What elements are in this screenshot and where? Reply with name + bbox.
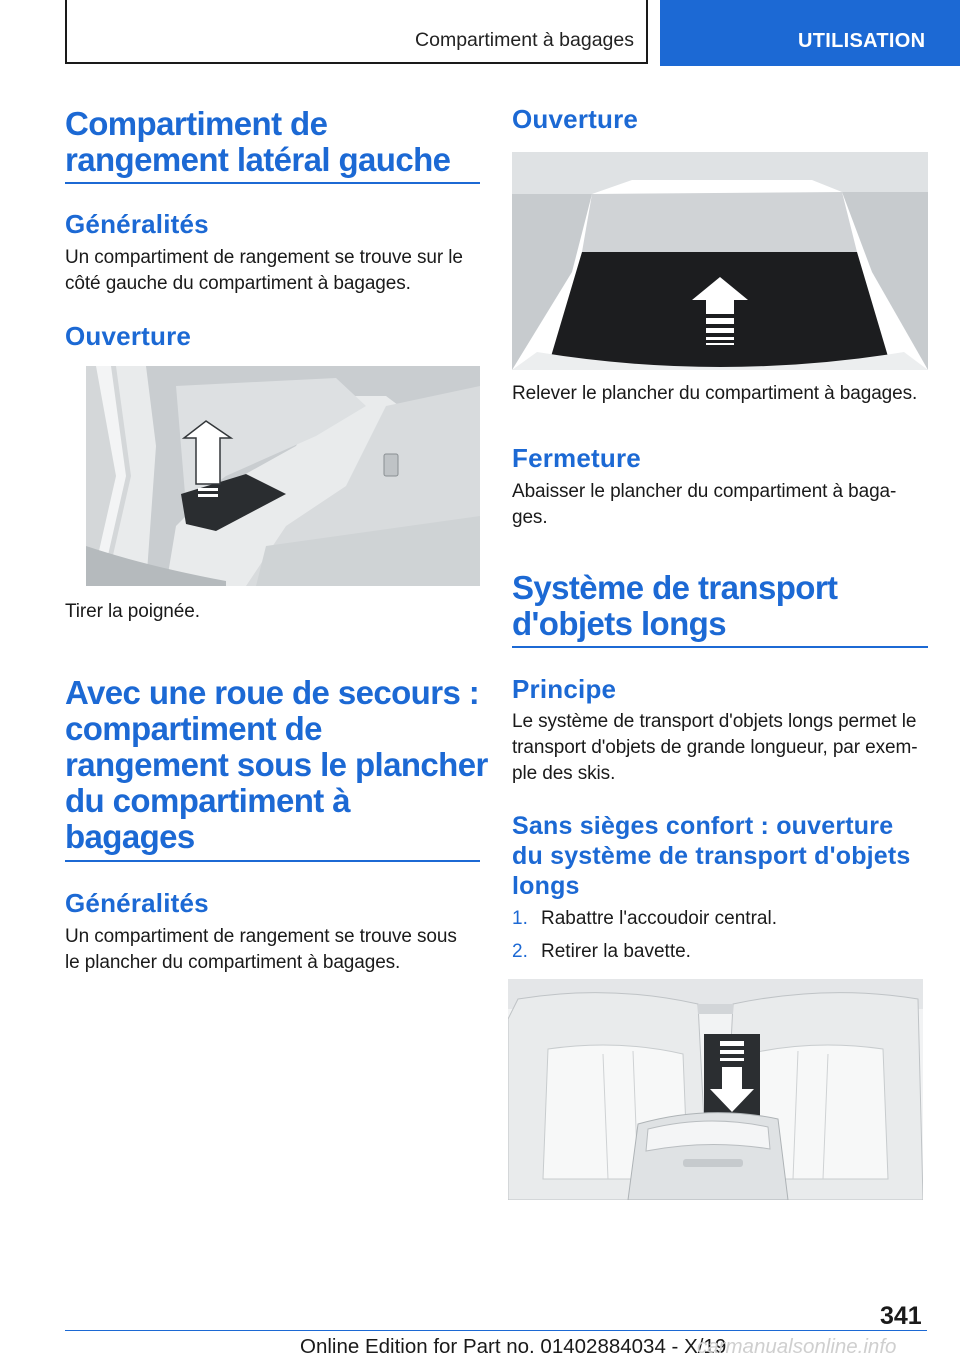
heading-line: du système de transport d'objets	[512, 842, 911, 870]
heading-line: Avec une roue de secours :	[65, 674, 480, 711]
heading-line: compartiment de	[65, 710, 322, 747]
text-line: ple des skis.	[512, 763, 616, 784]
heading-line: du compartiment à	[65, 782, 351, 819]
heading-line: Sans sièges confort : ouverture	[512, 812, 894, 840]
cargo-floor-illustration	[512, 152, 928, 370]
heading-line: rangement latéral gauche	[65, 141, 451, 178]
step-text: Rabattre l'accoudoir central.	[541, 908, 777, 929]
subheading-sans-sieges-confort	[512, 811, 911, 901]
heading-line: bagages	[65, 818, 195, 855]
caption-tirer-poignee: Tirer la poignée.	[65, 601, 200, 622]
caption-relever-plancher: Relever le plancher du compartiment à bagages.	[512, 383, 918, 404]
header-section-title: Compartiment à bagages	[415, 29, 634, 51]
heading-long-objects-system	[512, 570, 837, 642]
subheading-fermeture: Fermeture	[512, 443, 641, 473]
heading-rule	[65, 860, 480, 862]
text-line: Le système de transport d'objets longs permet le	[512, 711, 917, 732]
text-line: ges.	[512, 507, 548, 528]
subheading-ouverture-2: Ouverture	[512, 104, 639, 134]
heading-line: d'objets longs	[512, 605, 726, 642]
header-chapter-label: UTILISATION	[798, 30, 926, 52]
text-line: Abaisser le plancher du compartiment à baga‐	[512, 481, 897, 502]
step-number: 2.	[512, 941, 528, 962]
heading-rule	[65, 182, 480, 184]
heading-spare-wheel-compartment	[65, 675, 488, 855]
paragraph-generalites-1	[65, 245, 463, 297]
subheading-principe: Principe	[512, 674, 617, 704]
subheading-generalites-2: Généralités	[65, 888, 209, 918]
footer-rule	[65, 1330, 927, 1331]
paragraph-generalites-2	[65, 924, 457, 976]
text-line: Un compartiment de rangement se trouve sur le	[65, 247, 463, 268]
text-line: Un compartiment de rangement se trouve sous	[65, 926, 457, 947]
page-number: 341	[880, 1302, 922, 1330]
footer-edition-text: Online Edition for Part no. 01402884034 - X/19	[300, 1335, 727, 1358]
paragraph-fermeture	[512, 479, 896, 531]
step-text: Retirer la bavette.	[541, 941, 691, 962]
rear-seat-illustration	[508, 979, 923, 1200]
subheading-ouverture-1: Ouverture	[65, 321, 192, 351]
paragraph-principe	[512, 709, 917, 787]
heading-line: rangement sous le plancher	[65, 746, 488, 783]
subheading-generalites-1: Généralités	[65, 209, 209, 239]
footer-watermark: carmanualsonline.info	[697, 1335, 897, 1358]
heading-line: Compartiment de	[65, 105, 328, 142]
text-line: côté gauche du compartiment à bagages.	[65, 273, 411, 294]
heading-line: Système de transport	[512, 569, 838, 606]
heading-rule	[512, 646, 928, 648]
text-line: transport d'objets de grande longueur, par exem‐	[512, 737, 918, 758]
header-section-box	[65, 0, 648, 64]
heading-side-compartment	[65, 106, 450, 178]
heading-line: longs	[512, 872, 580, 900]
side-compartment-illustration	[86, 366, 480, 586]
header-chapter-tab	[660, 0, 960, 66]
step-number: 1.	[512, 908, 528, 929]
text-line: le plancher du compartiment à bagages.	[65, 952, 401, 973]
